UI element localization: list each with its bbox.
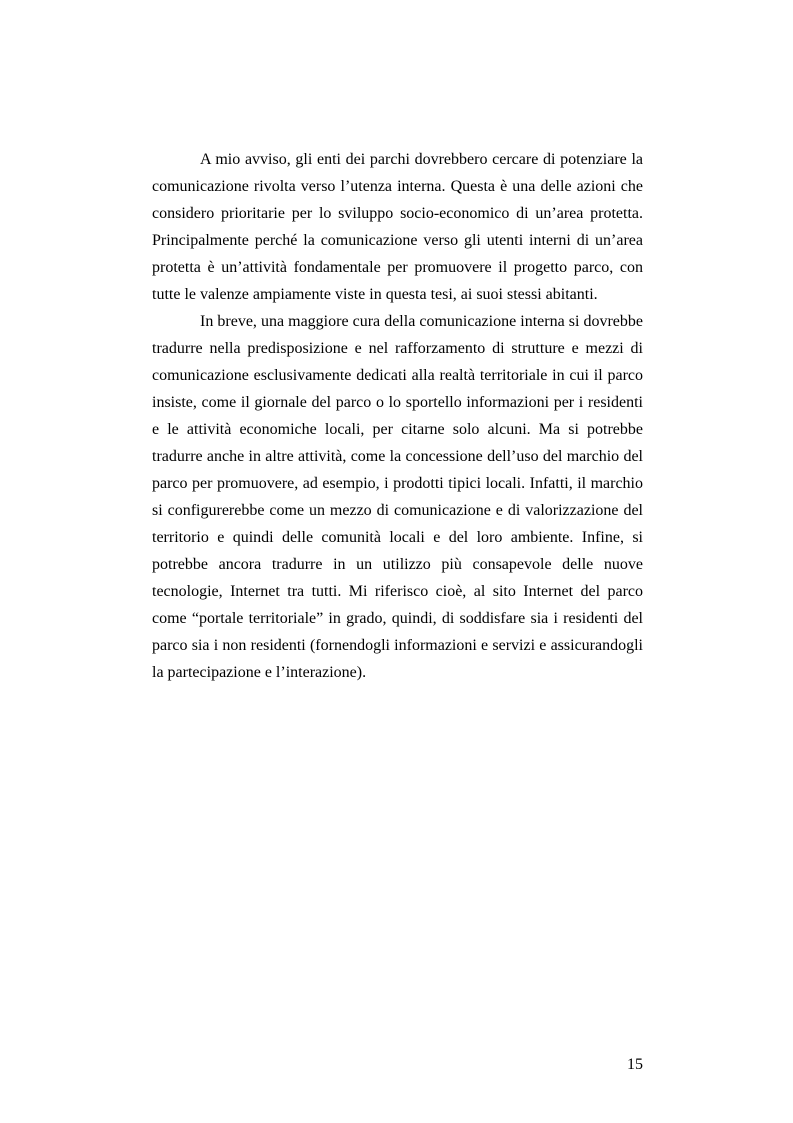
page-number: 15 xyxy=(627,1056,643,1073)
body-text xyxy=(152,146,643,686)
paragraph: A mio avviso, gli enti dei parchi dovrebbero cercare di potenziare la comunicazione rivolta verso l’utenza interna. Questa è una delle azioni che considero prioritarie per lo sviluppo socio-economico di un’area protetta. Principalmente perché la comunicazione verso gli utenti interni di un’area protetta è un’attività fondamentale per promuovere il progetto parco, con tutte le valenze ampiamente viste in questa tesi, ai suoi stessi abitanti. xyxy=(152,151,643,303)
paragraph: In breve, una maggiore cura della comunicazione interna si dovrebbe tradurre nella predisposizione e nel rafforzamento di strutture e mezzi di comunicazione esclusivamente dedicati alla realtà territoriale in cui il parco insiste, come il giornale del parco o lo sportello informazioni per i residenti e le attività economiche locali, per citarne solo alcuni. Ma si potrebbe tradurre anche in altre attività, come la concessione dell’uso del marchio del parco per promuovere, ad esempio, i prodotti tipici locali. Infatti, il marchio si configurerebbe come un mezzo di comunicazione e di valorizzazione del territorio e quindi delle comunità locali e del loro ambiente. Infine, si potrebbe ancora tradurre in un utilizzo più consapevole delle nuove tecnologie, Internet tra tutti. Mi riferisco cioè, al sito Internet del parco come “portale territoriale” in grado, quindi, di soddisfare sia i residenti del parco sia i non residenti (fornendogli informazioni e servizi e assicurandogli la partecipazione e l’interazione). xyxy=(152,313,643,681)
